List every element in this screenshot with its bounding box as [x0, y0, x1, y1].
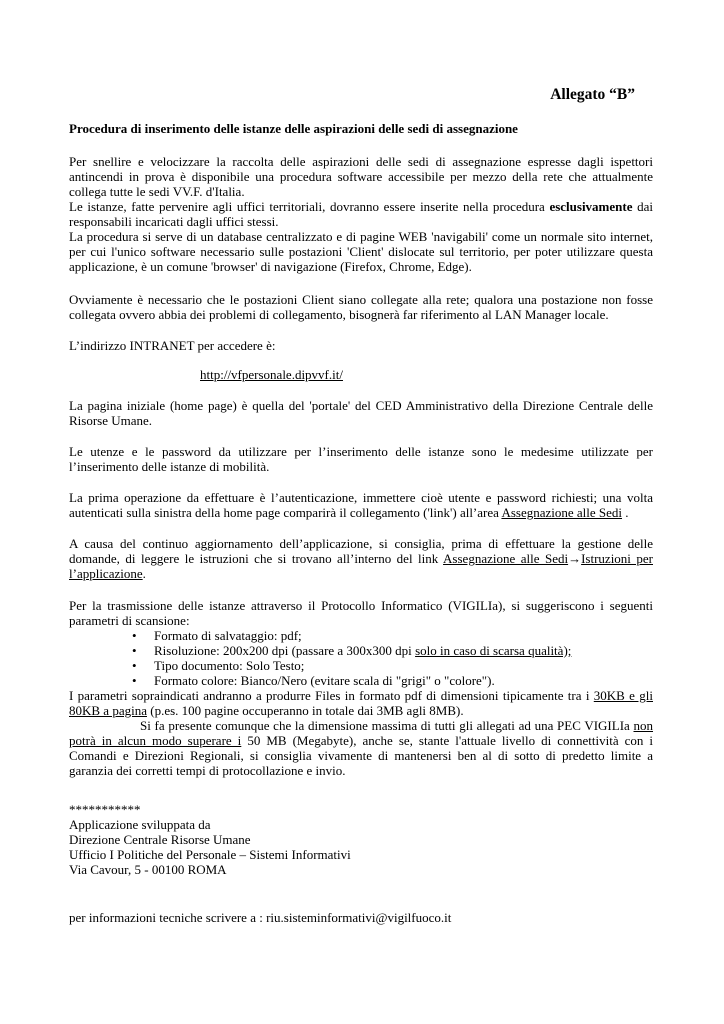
footer-line: Direzione Centrale Risorse Umane [69, 832, 251, 847]
intro-paragraph-3: La procedura si serve di un database centralizzato e di pagine WEB 'navigabili' come un normale sito internet, per cui l'unico software necessario sulle postazioni 'Client' dislocate sul territorio, per poter utilizzare questa applicazione, è un comune 'browser' di navigazione (Firefox, Chrome, Edge). [69, 229, 653, 274]
contact-email[interactable]: riu.sisteminformativi@vigilfuoco.it [266, 910, 452, 925]
annex-label: Allegato “B” [550, 86, 635, 103]
client-note: Ovviamente è necessario che le postazioni Client siano collegate alla rete; qualora una postazione non fosse collegata ovvero abbia dei problemi di collegamento, bisognerà far riferimento al LAN Manager locale. [69, 292, 653, 322]
assignment-link[interactable]: Assegnazione alle Sedi [501, 505, 623, 520]
footer-line: Applicazione sviluppata da [69, 817, 211, 832]
footer-credits [69, 802, 653, 877]
intranet-label: L’indirizzo INTRANET per accedere è: [69, 338, 276, 353]
contact-label: per informazioni tecniche scrivere a : [69, 910, 263, 925]
scan-intro: Per la trasmissione delle istanze attraverso il Protocollo Informatico (VIGILIa), si suggeriscono i seguenti parametri di scansione: [69, 598, 653, 628]
scan-section [69, 598, 653, 778]
credentials-paragraph: Le utenze e le password da utilizzare per l’inserimento delle istanze sono le medesime utilizzate per l’inserimento delle istanze di mobilità. [69, 444, 653, 474]
auth-paragraph: La prima operazione da effettuare è l’autenticazione, immettere cioè utente e password richiesti; una volta autenticati sulla sinistra della home page comparirà il collegamento ('link') all’area Assegnazione alle Sedi . [69, 490, 653, 520]
footer-line: Via Cavour, 5 - 00100 ROMA [69, 862, 227, 877]
intro-paragraph-1: Per snellire e velocizzare la raccolta delle aspirazioni delle sedi di assegnazione espresse dagli ispettori antincendi in prova è disponibile una procedura software accessibile per mezzo della rete che attualmente collega tutte le sedi VV.F. d'Italia. [69, 154, 653, 199]
document-heading: Procedura di inserimento delle istanze delle aspirazioni delle sedi di assegnazione [69, 121, 518, 136]
contact-line [69, 910, 653, 925]
emphasis-exclusively: esclusivamente [549, 199, 633, 214]
scan-param-item: • Formato colore: Bianco/Nero (evitare scala di "grigi" o "colore"). [132, 673, 653, 688]
scan-param-item: • Tipo documento: Solo Testo; [132, 658, 653, 673]
footer-separator: *********** [69, 802, 141, 817]
scan-parameters-list [69, 628, 653, 688]
intro-section [69, 154, 653, 274]
intro-paragraph-2: Le istanze, fatte pervenire agli uffici territoriali, dovranno essere inserite nella procedura esclusivamente dai responsabili incaricati dagli uffici stessi. [69, 199, 653, 229]
instructions-paragraph: A causa del continuo aggiornamento dell’applicazione, si consiglia, prima di effettuare la gestione delle domande, di leggere le istruzioni che si trovano all’interno del link Assegnazione alle Sedi→Istruzioni per l’applicazione. [69, 536, 653, 581]
intranet-url-link[interactable]: http://vfpersonale.dipvvf.it/ [200, 367, 343, 382]
home-page-paragraph: La pagina iniziale (home page) è quella del 'portale' del CED Amministrativo della Direzione Centrale delle Risorse Umane. [69, 398, 653, 428]
footer-line: Ufficio I Politiche del Personale – Sistemi Informativi [69, 847, 351, 862]
assignment-link-2[interactable]: Assegnazione alle Sedi [443, 551, 569, 566]
arrow-right-icon: → [568, 551, 582, 566]
file-size-paragraph: I parametri sopraindicati andranno a produrre Files in formato pdf di dimensioni tipicamente tra i 30KB e gli 80KB a pagina (p.es. 100 pagine occuperanno in totale dai 3MB agli 8MB). [69, 688, 653, 718]
size-limit-paragraph: Si fa presente comunque che la dimensione massima di tutti gli allegati ad una PEC VIGILIa non potrà in alcun modo superare i 50 MB (Megabyte), anche se, stante l'attuale livello di connettività con i Comandi e Direzioni Regionali, si consiglia vivamente di mantenersi ben al di sotto di predetto limite a garanzia dei corretti tempi di protocollazione e invio. [69, 718, 653, 778]
scan-param-item: • Formato di salvataggio: pdf; [132, 628, 653, 643]
instructions-link[interactable]: Istruzioni per l’applicazione [69, 551, 653, 581]
scan-param-item: • Risoluzione: 200x200 dpi (passare a 300x300 dpi solo in caso di scarsa qualità); [132, 643, 653, 658]
